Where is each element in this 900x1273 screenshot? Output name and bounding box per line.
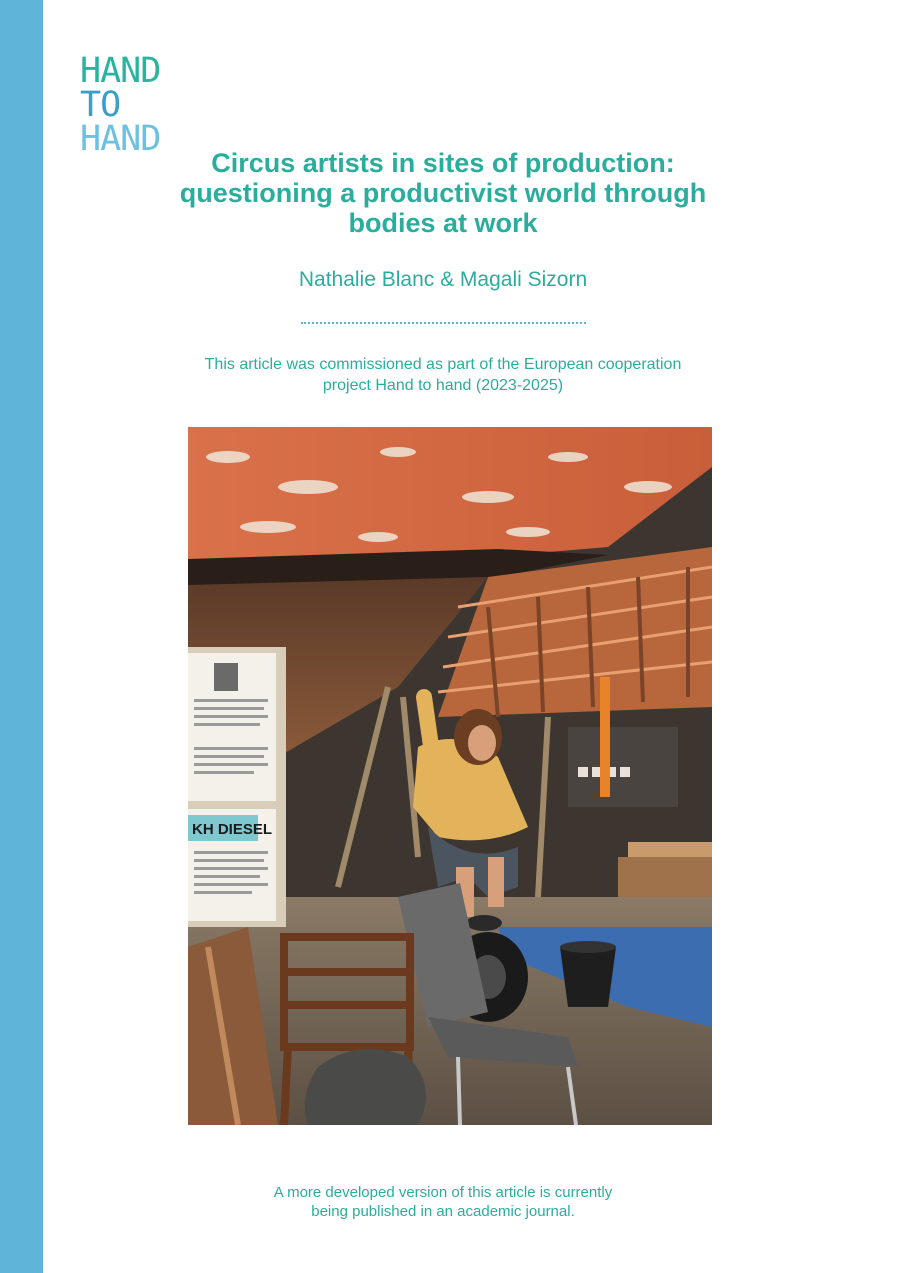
title-line-1: Circus artists in sites of production: xyxy=(211,148,675,178)
commission-line-1: This article was commissioned as part of the European cooperation xyxy=(204,356,682,373)
hand-to-hand-logo xyxy=(80,51,182,160)
article-title xyxy=(100,148,786,238)
bucket xyxy=(560,947,616,1007)
side-color-bar xyxy=(0,0,43,1273)
cover-photo xyxy=(188,427,712,1125)
poster-headline: KH DIESEL xyxy=(192,821,273,838)
footer-note xyxy=(100,1183,786,1221)
title-line-3: bodies at work xyxy=(348,208,538,238)
commission-note xyxy=(100,354,786,396)
footer-line-1: A more developed version of this article is currently xyxy=(273,1184,613,1201)
dotted-divider xyxy=(301,322,586,324)
authors: Nathalie Blanc & Magali Sizorn xyxy=(298,268,588,291)
footer-line-2: being published in an academic journal. xyxy=(311,1203,575,1220)
logo-line-2: TO xyxy=(80,85,121,125)
logo-line-3: HAND xyxy=(80,119,161,159)
logo-line-1: HAND xyxy=(80,51,161,91)
commission-line-2: project Hand to hand (2023-2025) xyxy=(322,377,564,394)
title-line-2: questioning a productivist world through xyxy=(179,178,707,208)
